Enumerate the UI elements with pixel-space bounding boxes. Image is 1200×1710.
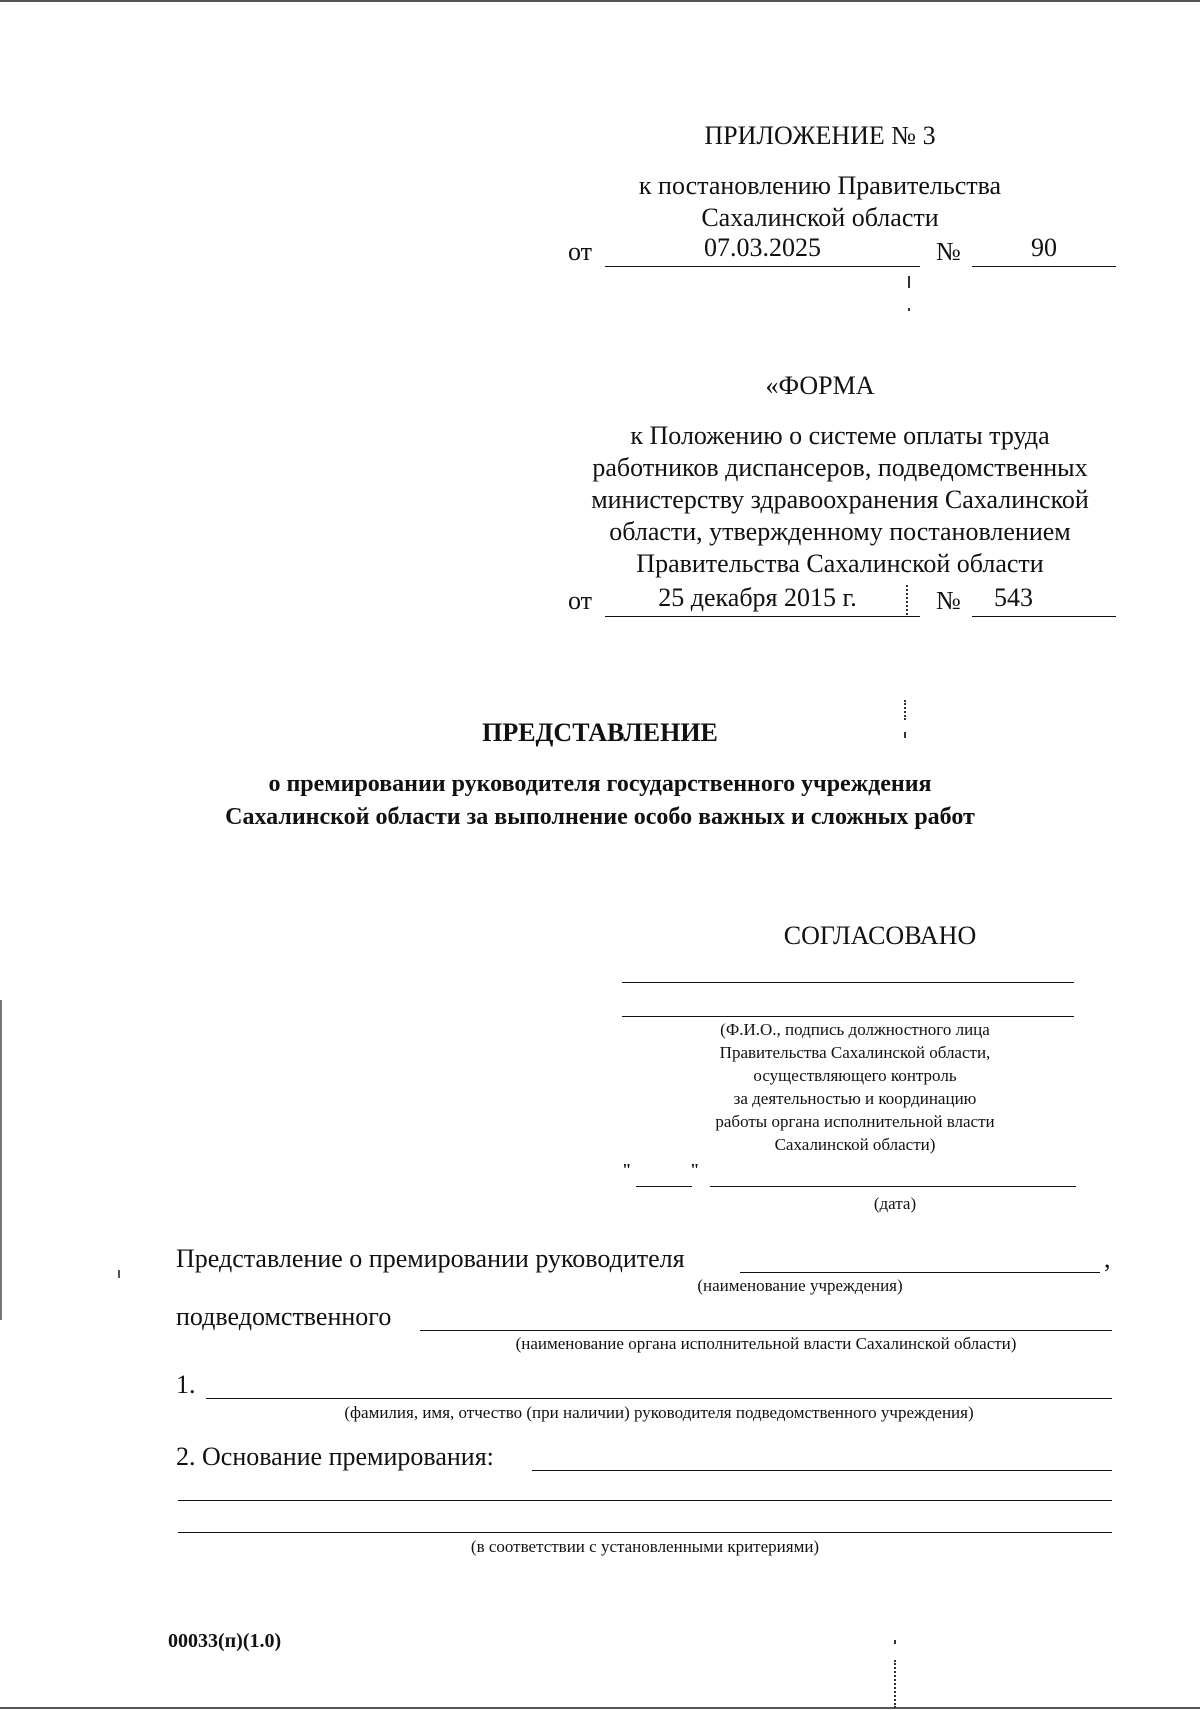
decree-number-label: №: [936, 237, 961, 266]
regulation-date-line: [605, 616, 920, 617]
scan-mark: [118, 1270, 120, 1278]
approval-caption-line-3: осуществляющего контроль: [753, 1066, 957, 1085]
approval-caption-line-1: (Ф.И.О., подпись должностного лица: [720, 1020, 990, 1039]
decree-number-value: 90: [1031, 233, 1057, 262]
regulation-line-1: к Положению о системе оплаты труда: [630, 421, 1050, 450]
approval-label: СОГЛАСОВАНО: [783, 921, 977, 950]
field-institution-comma: ,: [1104, 1244, 1111, 1273]
decree-date-value: 07.03.2025: [704, 233, 821, 262]
decree-reference-line-2: Сахалинской области: [701, 203, 939, 232]
scan-edge-bottom: [0, 1707, 1200, 1709]
date-quote-open: ": [622, 1160, 632, 1179]
approval-caption-line-2: Правительства Сахалинской области,: [719, 1043, 991, 1062]
date-month-year-line[interactable]: [710, 1186, 1076, 1187]
scan-edge-left: [0, 1000, 2, 1320]
scan-mark: [908, 276, 910, 288]
approval-caption-line-5: работы органа исполнительной власти: [715, 1112, 995, 1131]
field-authority-label: подведомственного: [176, 1302, 392, 1331]
scan-mark: [906, 585, 910, 615]
date-quote-close: ": [690, 1160, 700, 1179]
decree-number-line: [972, 266, 1116, 267]
document-subtitle-line-2: Сахалинской области за выполнение особо важных и сложных работ: [225, 804, 975, 830]
scan-mark: [894, 1640, 896, 1644]
field-institution-caption: (наименование учреждения): [697, 1276, 903, 1295]
field-institution-line[interactable]: [740, 1272, 1100, 1273]
field-authority-caption: (наименование органа исполнительной власти Сахалинской области): [515, 1334, 1017, 1353]
regulation-date-value: 25 декабря 2015 г.: [658, 583, 857, 612]
date-caption: (дата): [873, 1194, 917, 1213]
field-basis-line-3[interactable]: [178, 1532, 1112, 1533]
field-basis-label: 2. Основание премирования:: [176, 1442, 494, 1471]
regulation-number-line: [972, 616, 1116, 617]
appendix-title: ПРИЛОЖЕНИЕ № 3: [704, 121, 936, 150]
regulation-line-4: области, утвержденному постановлением: [609, 517, 1071, 546]
field-name-label: 1.: [176, 1370, 196, 1399]
decree-reference-line-1: к постановлению Правительства: [638, 171, 1002, 200]
decree-from-label: от: [568, 237, 593, 266]
scan-mark: [904, 732, 906, 738]
scan-mark: [904, 700, 908, 720]
scan-mark: [894, 1660, 898, 1708]
scan-edge-top: [0, 0, 1200, 2]
approval-signature-line-2[interactable]: [622, 1016, 1074, 1017]
form-title: «ФОРМА: [765, 371, 875, 400]
regulation-line-3: министерству здравоохранения Сахалинской: [591, 485, 1089, 514]
field-basis-line-2[interactable]: [178, 1500, 1112, 1501]
date-day-line[interactable]: [636, 1186, 692, 1187]
document-subtitle: [140, 768, 1060, 834]
regulation-from-label: от: [568, 586, 593, 615]
field-name-caption: (фамилия, имя, отчество (при наличии) руководителя подведомственного учреждения): [344, 1403, 974, 1422]
decree-date-line: [605, 266, 920, 267]
field-institution-label: Представление о премировании руководителя: [176, 1244, 685, 1273]
regulation-reference: [560, 420, 1120, 580]
regulation-number-value: 543: [994, 583, 1033, 612]
approval-caption-line-6: Сахалинской области): [774, 1135, 936, 1154]
field-basis-caption: (в соответствии с установленными критериями): [470, 1537, 820, 1556]
document-subtitle-line-1: о премировании руководителя государственного учреждения: [268, 771, 932, 797]
approval-signature-line-1[interactable]: [622, 982, 1074, 983]
scan-mark: [908, 308, 910, 311]
decree-reference: [560, 170, 1080, 234]
regulation-number-label: №: [936, 586, 961, 615]
field-authority-line[interactable]: [420, 1330, 1112, 1331]
approval-caption: [660, 1018, 1050, 1156]
regulation-line-2: работников диспансеров, подведомственных: [592, 453, 1088, 482]
document-title: ПРЕДСТАВЛЕНИЕ: [482, 718, 718, 747]
approval-caption-line-4: за деятельностью и координацию: [733, 1089, 977, 1108]
regulation-line-5: Правительства Сахалинской области: [636, 549, 1044, 578]
footer-code: 00033(п)(1.0): [168, 1630, 282, 1652]
field-basis-line-1[interactable]: [532, 1470, 1112, 1471]
field-name-line[interactable]: [206, 1398, 1112, 1399]
